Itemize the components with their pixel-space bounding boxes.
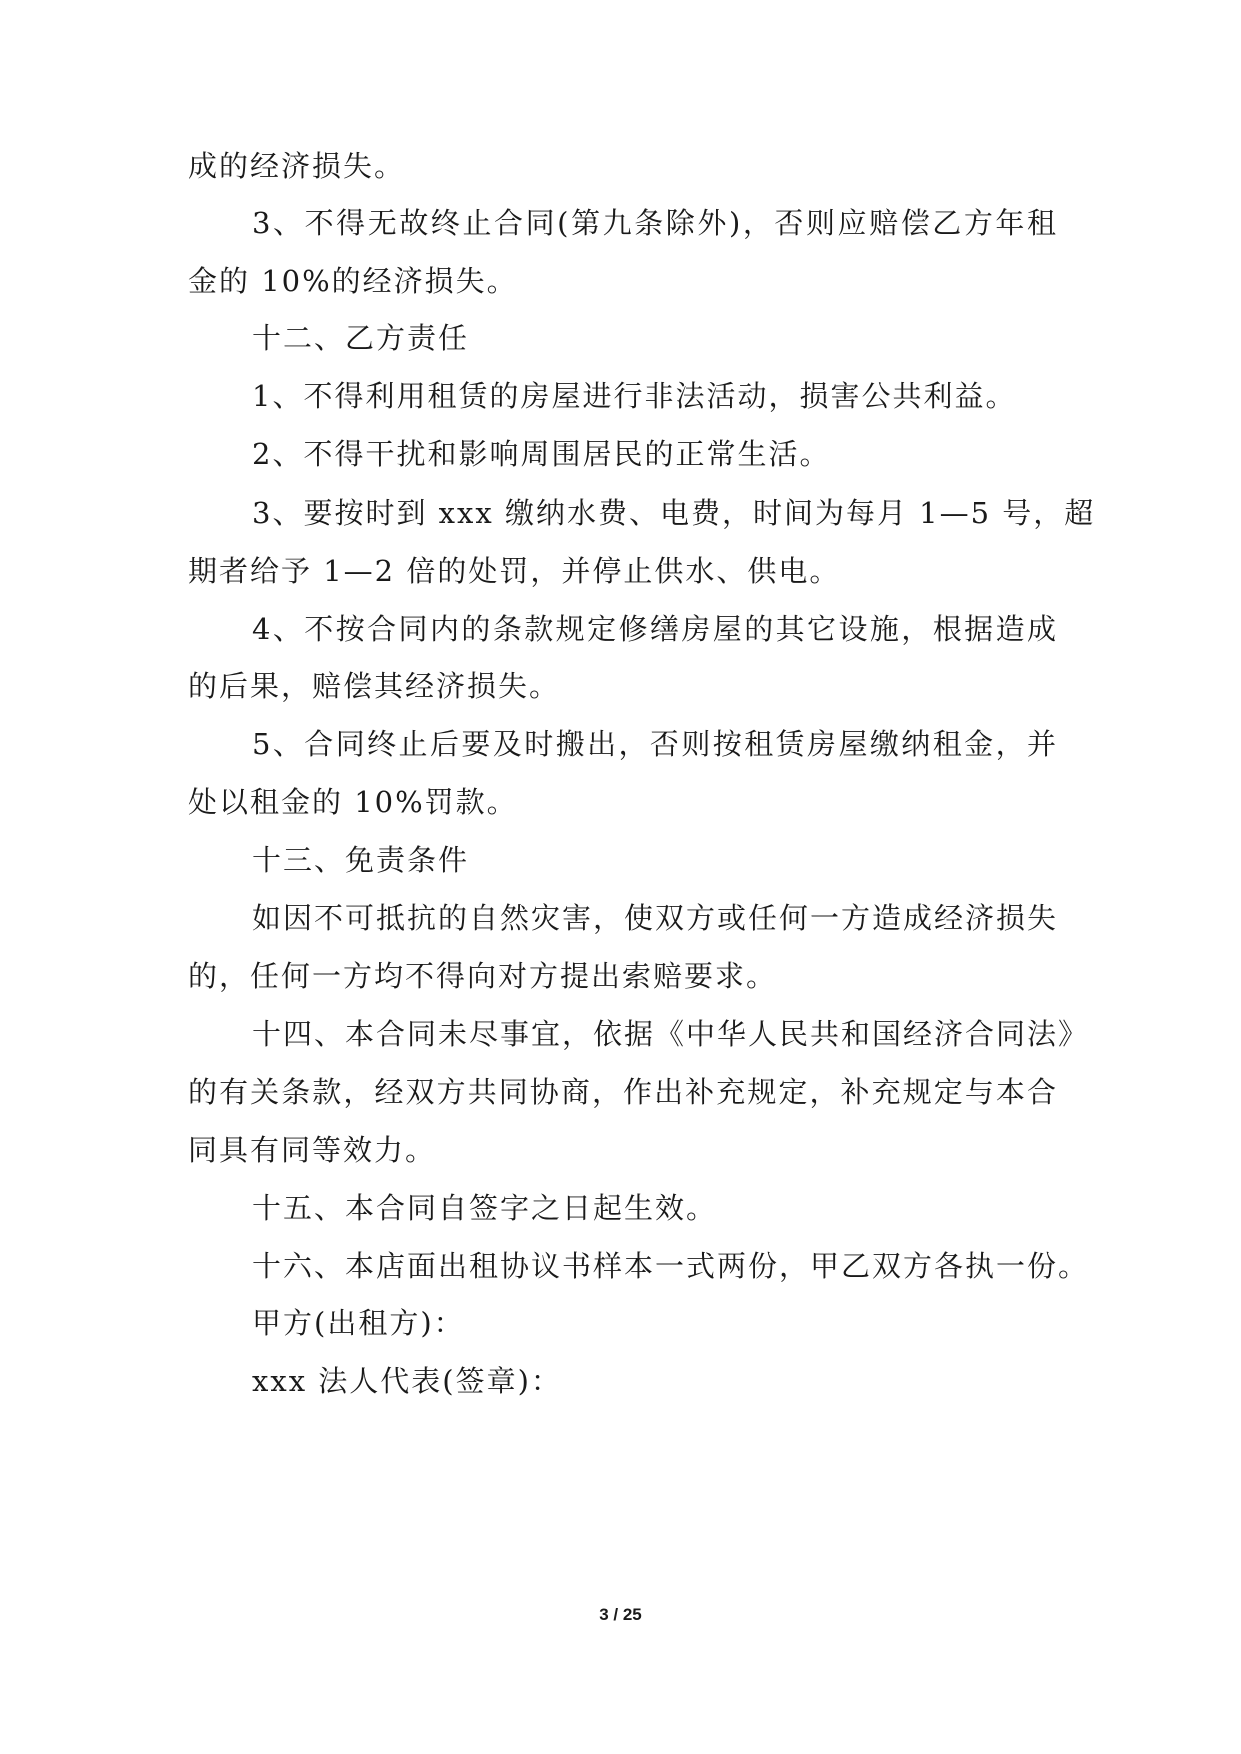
paragraph-line: 的后果，赔偿其经济损失。	[188, 669, 561, 703]
paragraph-line: 1、不得利用租赁的房屋进行非法活动，损害公共利益。	[252, 379, 1017, 413]
paragraph-line: 金的 10%的经济损失。	[188, 264, 518, 298]
paragraph-line: 的，任何一方均不得向对方提出索赔要求。	[188, 959, 778, 993]
paragraph-line: 3、不得无故终止合同(第九条除外)，否则应赔偿乙方年租	[252, 206, 1058, 240]
paragraph-line: 3、要按时到 xxx 缴纳水费、电费，时间为每月 1—5 号，超	[252, 496, 1096, 530]
section-heading: 十二、乙方责任	[252, 321, 470, 355]
signature-representative-label: xxx 法人代表(签章)：	[252, 1364, 562, 1398]
paragraph-line: 期者给予 1—2 倍的处罚，并停止供水、供电。	[188, 554, 841, 588]
page-number: 3 / 25	[599, 1605, 642, 1624]
paragraph-line: 2、不得干扰和影响周围居民的正常生活。	[252, 437, 831, 471]
paragraph-line: 的有关条款，经双方共同协商，作出补充规定，补充规定与本合	[188, 1075, 1058, 1109]
signature-party-label: 甲方(出租方)：	[252, 1306, 465, 1340]
paragraph-line: 4、不按合同内的条款规定修缮房屋的其它设施，根据造成	[252, 612, 1058, 646]
paragraph-line: 处以租金的 10%罚款。	[188, 785, 518, 819]
paragraph-line: 成的经济损失。	[188, 149, 406, 183]
paragraph-line: 十六、本店面出租协议书样本一式两份，甲乙双方各执一份。	[252, 1249, 1090, 1283]
section-heading: 十三、免责条件	[252, 843, 470, 877]
paragraph-line: 同具有同等效力。	[188, 1133, 437, 1167]
paragraph-line: 5、合同终止后要及时搬出，否则按租赁房屋缴纳租金，并	[252, 727, 1058, 761]
paragraph-line: 十五、本合同自签字之日起生效。	[252, 1191, 718, 1225]
paragraph-line: 十四、本合同未尽事宜，依据《中华人民共和国经济合同法》	[252, 1017, 1090, 1051]
paragraph-line: 如因不可抵抗的自然灾害，使双方或任何一方造成经济损失	[252, 901, 1059, 935]
